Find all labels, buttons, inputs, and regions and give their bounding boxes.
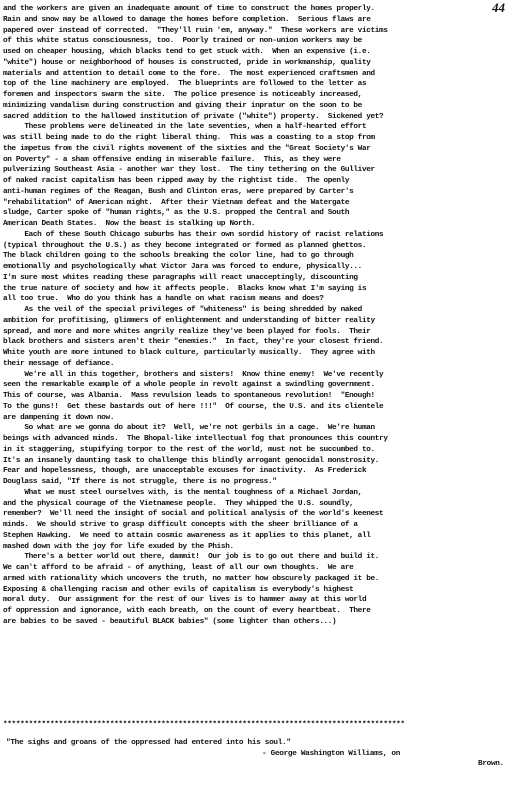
- text-line: American Death States. Now the beast is stalking up North.: [3, 220, 256, 228]
- text-line: moral duty. Our assignment for the rest of our lives is to hammer away at this world: [3, 596, 367, 605]
- quote-attribution: - George Washington Williams, on: [262, 749, 401, 758]
- text-line: emotionally and psychologically what Victor Jara was forced to endure, physically...: [3, 263, 362, 271]
- text-line: This of course, was Albania. Mass revulsion leads to spontaneous revolution! "Enough!: [3, 392, 375, 400]
- text-line: "rehabilitation" of American might. After their Vietnam defeat and the Watergate: [3, 198, 350, 207]
- text-line: The black children going to the schools breaking the color line, had to go through: [3, 252, 354, 261]
- text-line: There's a better world out there, dammit! Our job is to go out there and build it.: [3, 553, 380, 562]
- text-line: Stephen Hawking. We need to attain cosmic awareness as it applies to this planet, all: [3, 531, 371, 540]
- text-line: Exposing & challenging racism and other evils of capitalism is everybody's highest: [3, 585, 354, 594]
- text-line: Douglass said, "If there is not struggle, there is no progress.": [3, 478, 277, 486]
- text-line: and the workers are given an inadequate amount of time to construct the homes properly.: [3, 5, 375, 13]
- text-line: of this white status consciousness, too. Poorly trained or non-union workers may be: [3, 37, 362, 46]
- text-line: Each of these South Chicago suburbs has their own sordid history of racist relations: [3, 230, 384, 239]
- page-number: 44: [492, 0, 505, 15]
- text-line: black brothers and sisters aren't their "enemies." In fact, they're your closest friend.: [3, 338, 384, 347]
- text-line: sludge, Carter spoke of "human rights," as the U.S. propped the Central and South: [3, 209, 350, 218]
- text-line: anti-human regimes of the Reagan, Bush and Clinton eras, were prepared by Carter's: [3, 187, 354, 196]
- body-text: [3, 4, 508, 628]
- text-line: remember? We'll need the insight of social and political analysis of the world's keenest: [3, 510, 384, 519]
- text-line: on Poverty" - a sham offensive ending in miserable failure. This, as they were: [3, 155, 341, 164]
- text-line: ambition for profitising, glimmers of enlightenment and understanding of bitter reality: [3, 316, 375, 325]
- text-line: It's an insanely daunting task to challenge this blindly arrogant genocidal monstrosity.: [3, 456, 380, 465]
- text-line: the impetus from the civil rights movement of the sixties and the "Great Society's War: [3, 144, 371, 153]
- text-line: armed with rationality which uncovers the truth, no matter how obscurely packaged it be.: [3, 574, 380, 583]
- text-line: foremen and inspectors swarm the site. The police presence is noticeably increased,: [3, 91, 362, 99]
- text-line: So what are we gonna do about it? Well, we're not gerbils in a cage. We're human: [3, 424, 375, 433]
- text-line: and the physical courage of the Vietnamese people. They whipped the U.S. soundly,: [3, 499, 354, 508]
- text-line: all too true. Who do you think has a handle on what racism means and does?: [3, 295, 324, 304]
- text-line: seen the remarkable example of a whole people in revolt against a swindling government.: [3, 381, 375, 390]
- text-line: are babies to be saved - beautiful BLACK babies" (some lighter than others...): [3, 617, 337, 626]
- text-line: We're all in this together, brothers and sisters! Know thine enemy! We've recently: [3, 370, 384, 379]
- text-line: (typical throughout the U.S.) as they become integrated or formed as planned ghettos.: [3, 241, 367, 250]
- text-line: materials and attention to detail come to the fore. The most experienced craftsmen and: [3, 69, 375, 78]
- text-line: White youth are more intuned to black culture, particularly musically. They agree with: [3, 349, 375, 357]
- asterisk-divider: **********************************************************************************************: [3, 721, 405, 729]
- text-line: These problems were delineated in the late seventies, when a half-hearted effort: [3, 123, 367, 132]
- text-line: To the guns!! Get these bastards out of here !!!" Of course, the U.S. and its clientele: [3, 402, 384, 411]
- text-line: their message of defiance.: [3, 359, 115, 368]
- text-line: minimizing vandalism during construction and giving their inpratur on the soon to be: [3, 101, 362, 110]
- text-line: minds. We should strive to grasp difficult concepts with the sheer brilliance of a: [3, 521, 358, 529]
- text-line: the true nature of society and how it affects people. Blacks know what I'm saying is: [3, 284, 367, 293]
- text-line: We can't afford to be afraid - of anything, least of all our own thoughts. We are: [3, 564, 354, 572]
- closing-quote: [6, 738, 506, 770]
- text-line: used on cheaper housing, which blacks tend to get stuck with. When an expensive (i.e.: [3, 48, 371, 56]
- text-line: pulverizing Southeast Asia - another war they lost. The tiny tethering on the Gulliver: [3, 166, 375, 175]
- text-line: mashed down with the joy for life exuded by the Phish.: [3, 542, 234, 551]
- text-line: of oppression and ignorance, with each breath, on the count of every heartbeat. There: [3, 607, 371, 615]
- text-line: What we must steel ourselves with, is the mental toughness of a Michael Jordan,: [3, 488, 362, 497]
- text-line: top of the line machinery are employed. The blueprints are followed to the letter as: [3, 80, 367, 89]
- text-line: I'm sure most whites reading these paragraphs will react unacceptingly, discounting: [3, 273, 358, 282]
- quote-attribution-continued: Brown.: [478, 760, 504, 768]
- text-line: beings with advanced minds. The Bhopal-like intellectual fog that pronounces this country: [3, 435, 388, 443]
- text-line: Rain and snow may be allowed to damage the homes before completion. Serious flaws are: [3, 15, 371, 24]
- text-line: spread, and more and more whites angrily realize they've been played for fools. Their: [3, 327, 371, 336]
- text-line: are dampening it down now.: [3, 413, 115, 422]
- text-line: papered over instead of corrected. "They'll ruin 'em, anyway." These workers are victims: [3, 26, 388, 35]
- text-line: in it staggering, stupifying torpor to the rest of the world, must not be succumbed to.: [3, 445, 375, 454]
- quote-text: "The sighs and groans of the oppressed had entered into his soul.": [6, 739, 291, 747]
- text-line: of naked racist capitalism has been ripped away by the rightist tide. The openly: [3, 177, 350, 185]
- text-line: As the veil of the special privileges of "whiteness" is being shredded by naked: [3, 306, 362, 314]
- text-line: sacred addition to the hallowed institution of private ("white") property. Sickened yet?: [3, 112, 384, 121]
- text-line: Fear and hopelessness, though, are unacceptable excuses for inactivity. As Frederick: [3, 467, 367, 476]
- text-line: was still being made to do the right liberal thing. This was a coasting to a stop from: [3, 134, 375, 142]
- text-line: "white") house or neighborhood of houses is constructed, pride in workmanship, quality: [3, 58, 371, 67]
